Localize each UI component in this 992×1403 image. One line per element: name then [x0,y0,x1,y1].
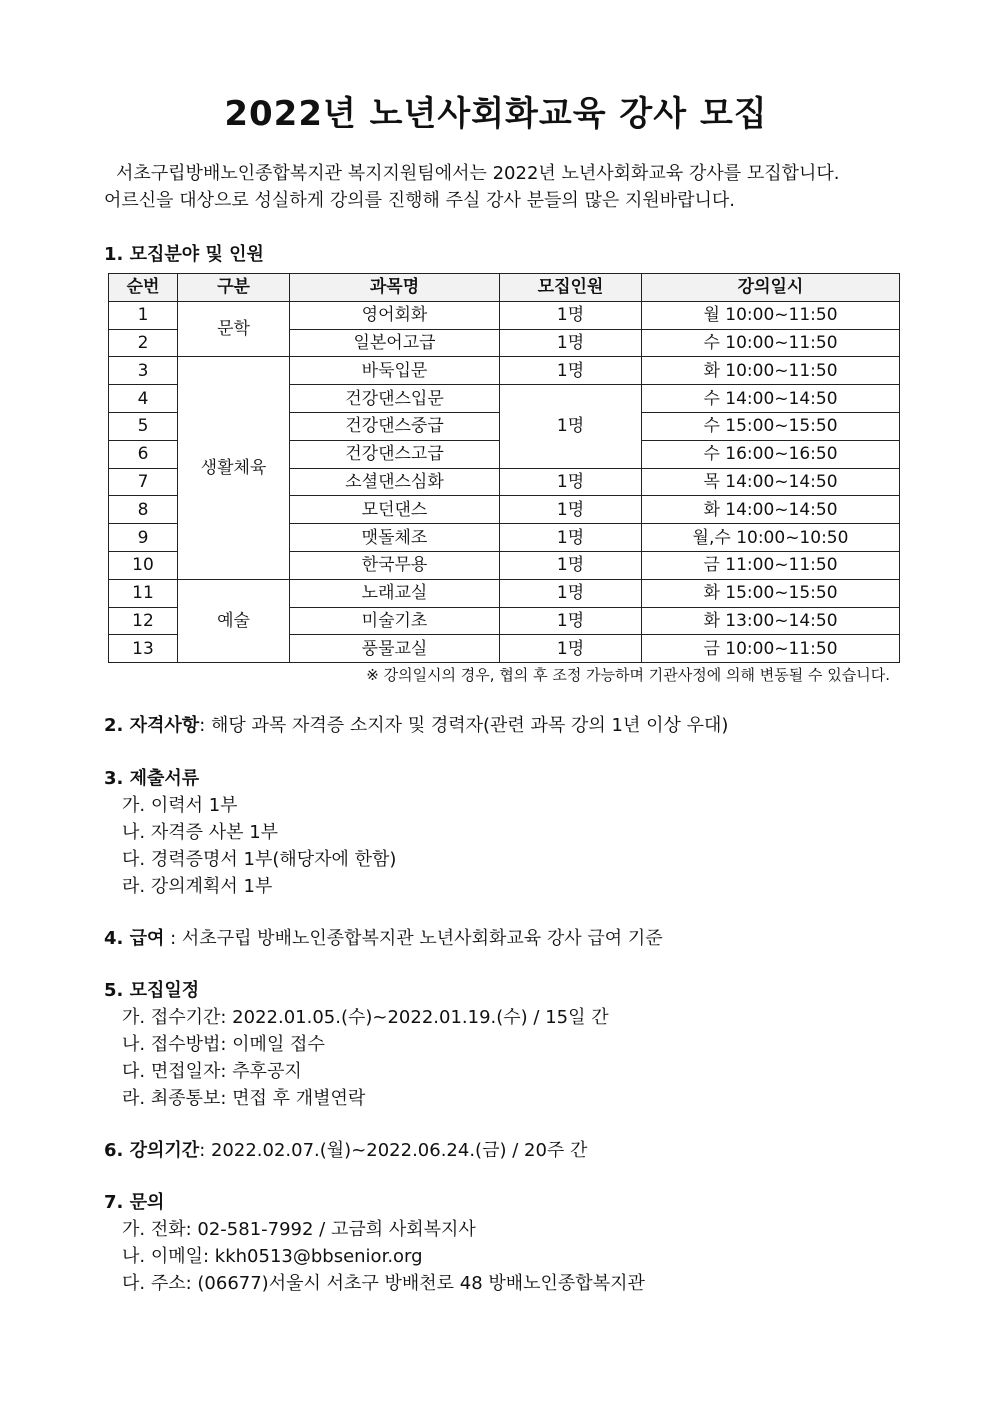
cell-time: 월 10:00~11:50 [642,301,900,329]
cell-subject: 풍물교실 [290,635,500,663]
list-item: 다. 면접일자: 추후공지 [122,1061,302,1082]
section-3-heading: 3. 제출서류 [104,768,200,789]
list-item: 가. 전화: 02-581-7992 / 고금희 사회복지사 [122,1219,476,1240]
table-row [109,357,900,385]
header-time: 강의일시 [642,274,900,302]
cell-subject: 맷돌체조 [290,524,500,552]
section-4-salary [104,924,663,950]
cell-time: 화 14:00~14:50 [642,496,900,524]
list-item: 다. 경력증명서 1부(해당자에 한함) [122,849,397,870]
cell-no: 9 [109,524,178,552]
cell-time: 월,수 10:00~10:50 [642,524,900,552]
cell-count: 1명 [500,524,642,552]
list-item: 가. 이력서 1부 [122,795,238,816]
cell-count: 1명 [500,607,642,635]
recruitment-table [108,273,900,663]
cell-no: 7 [109,468,178,496]
section-1-heading: 1. 모집분야 및 인원 [104,244,264,265]
cell-count: 1명 [500,329,642,357]
cell-count: 1명 [500,579,642,607]
cell-count: 1명 [500,551,642,579]
header-subject: 과목명 [290,274,500,302]
list-item: 다. 주소: (06677)서울시 서초구 방배천로 48 방배노인종합복지관 [122,1273,645,1294]
cell-no: 6 [109,440,178,468]
cell-time: 목 14:00~14:50 [642,468,900,496]
cell-subject: 건강댄스입문 [290,385,500,413]
cell-count: 1명 [500,385,642,468]
intro-paragraph [104,160,904,214]
cell-category: 문학 [178,301,290,357]
section-6-period [104,1136,587,1162]
intro-line-2: 어르신을 대상으로 성실하게 강의를 진행해 주실 강사 분들의 많은 지원바랍니다. [104,190,736,211]
cell-no: 4 [109,385,178,413]
header-category: 구분 [178,274,290,302]
header-count: 모집인원 [500,274,642,302]
cell-time: 화 13:00~14:50 [642,607,900,635]
section-6-text: : 2022.02.07.(월)~2022.06.24.(금) / 20주 간 [199,1140,588,1161]
list-item: 나. 접수방법: 이메일 접수 [122,1034,325,1055]
cell-subject: 건강댄스중급 [290,412,500,440]
cell-subject: 영어회화 [290,301,500,329]
cell-no: 5 [109,412,178,440]
header-no: 순번 [109,274,178,302]
intro-line-1: 서초구립방배노인종합복지관 복지지원팀에서는 2022년 노년사회화교육 강사를 모집합니다. [116,163,840,184]
table-note: ※ 강의일시의 경우, 협의 후 조정 가능하며 기관사정에 의해 변동될 수 있습니다. [366,666,890,684]
cell-subject: 건강댄스고급 [290,440,500,468]
cell-no: 11 [109,579,178,607]
cell-subject: 한국무용 [290,551,500,579]
list-item: 나. 자격증 사본 1부 [122,822,279,843]
list-item: 가. 접수기간: 2022.01.05.(수)~2022.01.19.(수) / 15일 간 [122,1007,609,1028]
cell-category: 생활체육 [178,357,290,579]
cell-time: 화 10:00~11:50 [642,357,900,385]
cell-count: 1명 [500,468,642,496]
cell-no: 2 [109,329,178,357]
cell-count: 1명 [500,635,642,663]
cell-no: 12 [109,607,178,635]
cell-no: 13 [109,635,178,663]
cell-subject: 소셜댄스심화 [290,468,500,496]
section-2-text: : 해당 과목 자격증 소지자 및 경력자(관련 과목 강의 1년 이상 우대) [199,715,729,736]
cell-count: 1명 [500,357,642,385]
section-6-label: 6. 강의기간 [104,1140,200,1161]
list-item: 라. 최종통보: 면접 후 개별연락 [122,1088,366,1109]
cell-subject: 노래교실 [290,579,500,607]
cell-time: 수 16:00~16:50 [642,440,900,468]
cell-no: 8 [109,496,178,524]
cell-time: 화 15:00~15:50 [642,579,900,607]
section-7-heading: 7. 문의 [104,1192,165,1213]
cell-no: 3 [109,357,178,385]
cell-time: 수 10:00~11:50 [642,329,900,357]
list-item: 나. 이메일: kkh0513@bbsenior.org [122,1246,423,1267]
list-item: 라. 강의계획서 1부 [122,876,273,897]
cell-time: 수 15:00~15:50 [642,412,900,440]
section-2-label: 2. 자격사항 [104,715,200,736]
cell-no: 10 [109,551,178,579]
cell-subject: 미술기초 [290,607,500,635]
cell-count: 1명 [500,301,642,329]
cell-time: 금 11:00~11:50 [642,551,900,579]
section-4-label: 4. 급여 [104,928,165,949]
cell-category: 예술 [178,579,290,662]
cell-subject: 바둑입문 [290,357,500,385]
cell-time: 금 10:00~11:50 [642,635,900,663]
cell-count: 1명 [500,496,642,524]
table-header-row [109,274,900,302]
table-row [109,579,900,607]
section-4-text: : 서초구립 방배노인종합복지관 노년사회화교육 강사 급여 기준 [164,928,663,949]
page-title: 2022년 노년사회화교육 강사 모집 [224,94,768,134]
table-row [109,301,900,329]
cell-no: 1 [109,301,178,329]
cell-subject: 모던댄스 [290,496,500,524]
section-2-qualification [104,711,728,737]
cell-time: 수 14:00~14:50 [642,385,900,413]
cell-subject: 일본어고급 [290,329,500,357]
section-5-heading: 5. 모집일정 [104,980,200,1001]
